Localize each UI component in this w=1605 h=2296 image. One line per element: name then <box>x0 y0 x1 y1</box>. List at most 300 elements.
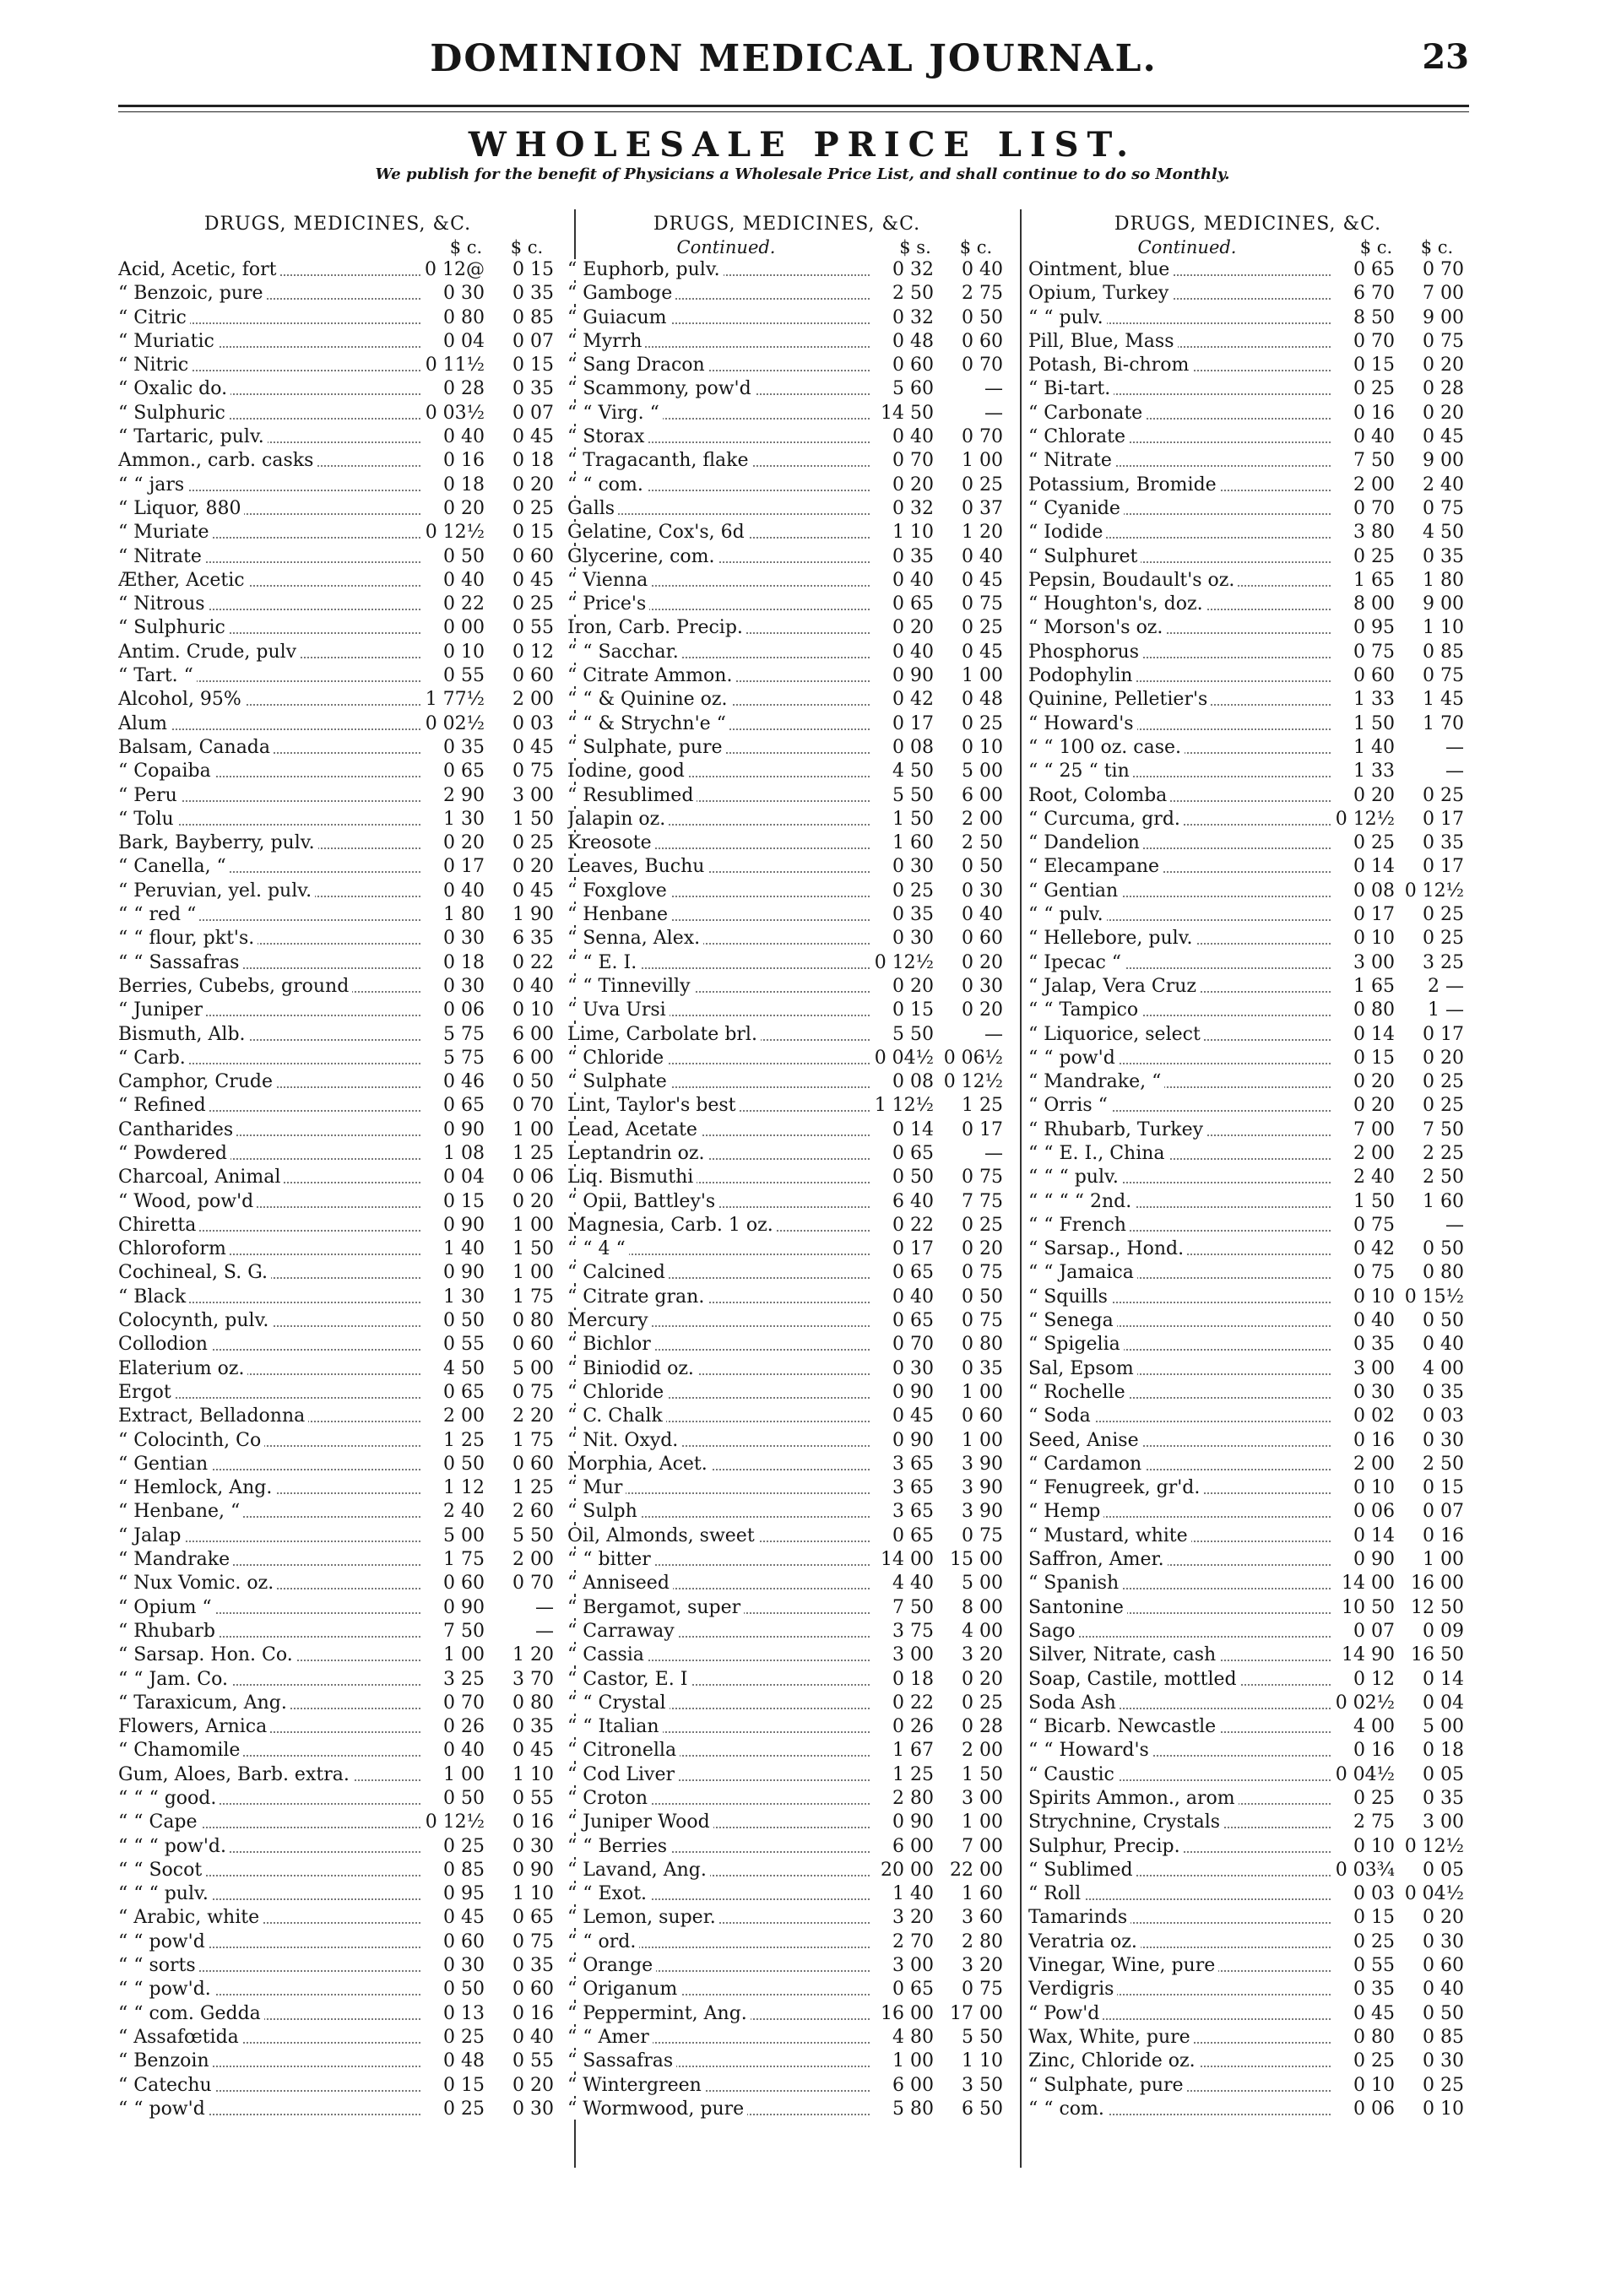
item-name-cell <box>118 1668 424 1692</box>
price-high: 0 15 <box>512 522 554 544</box>
price-low: 2 50 <box>892 283 934 305</box>
item-name: “ Jalap, Vera Cruz <box>1028 976 1200 997</box>
price-row <box>567 1500 1006 1524</box>
item-name-cell <box>1028 330 1334 354</box>
price-column-3 <box>1028 213 1467 2121</box>
price-low: 3 65 <box>892 1453 934 1475</box>
price-row <box>118 1548 557 1572</box>
price-high: 0 40 <box>962 904 1003 926</box>
item-name-cell <box>118 975 424 999</box>
item-name-cell <box>118 1620 424 1643</box>
item-name: “ Wood, pow'd <box>118 1191 257 1212</box>
price-row <box>1028 282 1467 306</box>
price-low: 0 50 <box>443 1453 485 1475</box>
price-high: — <box>984 1142 1003 1164</box>
price-low: 1 30 <box>443 1286 485 1308</box>
price-high: 17 00 <box>950 2002 1003 2024</box>
item-name-cell <box>1028 1643 1334 1667</box>
price-row <box>118 1333 557 1356</box>
price-high: 0 16 <box>512 2002 554 2024</box>
item-name-cell <box>1028 641 1334 664</box>
price-low: 3 65 <box>892 1477 934 1499</box>
price-high: 1 10 <box>512 1883 554 1905</box>
item-name-cell <box>567 1214 873 1237</box>
item-name: Potassium, Bromide <box>1028 474 1220 495</box>
item-name: “ Citrate gran. <box>567 1286 708 1308</box>
item-name: “ Croton <box>567 1788 651 1809</box>
price-row <box>567 1453 1006 1476</box>
price-high: 0 70 <box>962 426 1003 448</box>
price-high: 0 12½ <box>1404 1835 1464 1857</box>
item-name-cell <box>1028 927 1334 950</box>
price-high: 0 20 <box>1423 1047 1464 1069</box>
item-name-cell <box>567 449 873 473</box>
price-high: 0 35 <box>512 1955 554 1977</box>
price-low: 0 55 <box>443 1334 485 1356</box>
item-name: “ Senega <box>1028 1310 1117 1331</box>
item-name: “ Gentian <box>1028 880 1121 902</box>
item-name-cell <box>567 927 873 950</box>
header-rule-thick <box>118 105 1469 107</box>
price-row <box>567 1190 1006 1214</box>
price-high: 0 35 <box>512 378 554 400</box>
price-high: 5 50 <box>512 1524 554 1546</box>
item-name-cell <box>118 831 424 855</box>
price-high: 0 20 <box>1423 1907 1464 1929</box>
price-low: 0 02½ <box>425 712 485 734</box>
item-name: “ “ Jam. Co. <box>118 1669 231 1690</box>
price-high: 0 75 <box>512 1381 554 1403</box>
price-low: 0 30 <box>443 283 485 305</box>
item-name: “ Myrrh <box>567 331 645 352</box>
item-name-cell <box>567 593 873 616</box>
price-row <box>567 1835 1006 1859</box>
item-name-cell <box>118 1859 424 1882</box>
price-low: 0 17 <box>892 712 934 734</box>
item-name-cell <box>1028 593 1334 616</box>
price-low: 0 28 <box>443 378 485 400</box>
item-name: “ Sarsap. Hon. Co. <box>118 1644 296 1665</box>
price-row <box>567 2026 1006 2050</box>
price-low: 0 02 <box>1353 1405 1395 1427</box>
price-row <box>118 1453 557 1476</box>
price-row <box>118 855 557 879</box>
item-name-cell <box>567 1524 873 1548</box>
price-high: 0 07 <box>512 402 554 424</box>
item-name: “ Henbane, “ <box>118 1501 243 1522</box>
running-head <box>118 37 1469 96</box>
price-low: 0 14 <box>1353 1524 1395 1546</box>
item-name-cell <box>567 1548 873 1572</box>
price-low: 8 50 <box>1353 306 1395 328</box>
item-name-cell <box>118 1978 424 2001</box>
item-name: “ Hemp <box>1028 1501 1103 1522</box>
item-name: Æther, Acetic <box>118 570 248 591</box>
price-high: 0 60 <box>512 545 554 567</box>
price-high: 4 50 <box>1423 522 1464 544</box>
price-row <box>118 1859 557 1882</box>
price-low: 1 60 <box>892 832 934 854</box>
price-row <box>1028 688 1467 712</box>
price-high: 22 00 <box>950 1859 1003 1881</box>
price-row <box>567 1668 1006 1692</box>
price-row <box>1028 330 1467 354</box>
item-name-cell <box>1028 306 1334 330</box>
item-name-cell <box>567 1978 873 2001</box>
item-name: “ Arabic, white <box>118 1907 263 1928</box>
price-row <box>567 1715 1006 1739</box>
price-high: 3 60 <box>962 1907 1003 1929</box>
price-row <box>118 2050 557 2073</box>
item-name: “ “ Crystal <box>567 1692 670 1714</box>
price-low: 0 20 <box>892 975 934 997</box>
price-low: 0 25 <box>1353 545 1395 567</box>
column-subheading-row <box>567 236 1006 258</box>
price-row <box>567 1763 1006 1787</box>
price-high: 6 00 <box>512 1047 554 1069</box>
price-low: 0 65 <box>892 1524 934 1546</box>
item-name: “ Rochelle <box>1028 1382 1129 1403</box>
price-row <box>1028 1835 1467 1859</box>
price-unit-low: $ s. <box>899 237 931 257</box>
price-low: 0 30 <box>892 1357 934 1379</box>
price-row <box>118 1500 557 1524</box>
item-name: “ “ Howard's <box>1028 1740 1152 1761</box>
price-low: 0 04 <box>443 1167 485 1189</box>
price-high: 0 30 <box>512 1835 554 1857</box>
item-name-cell <box>1028 402 1334 425</box>
price-high: 0 25 <box>512 593 554 615</box>
price-row <box>118 760 557 783</box>
price-high: 0 60 <box>512 665 554 687</box>
price-unit-high: $ c. <box>1420 237 1454 257</box>
price-high: 0 20 <box>962 1238 1003 1260</box>
item-name-cell <box>567 1954 873 1978</box>
item-name: Phosphorus <box>1028 642 1142 663</box>
price-row <box>567 975 1006 999</box>
item-name-cell <box>118 521 424 544</box>
item-name: Wax, White, pure <box>1028 2027 1194 2048</box>
price-low: 0 20 <box>443 497 485 519</box>
price-low: 0 15 <box>892 999 934 1021</box>
price-row <box>118 474 557 497</box>
item-name-cell <box>567 1023 873 1047</box>
item-name: “ Assafœtida <box>118 2027 242 2048</box>
price-low: 0 12½ <box>1335 808 1395 830</box>
item-name-cell <box>118 2074 424 2098</box>
price-high: 0 30 <box>1423 2050 1464 2072</box>
price-row <box>118 1214 557 1237</box>
price-high: 0 70 <box>512 1095 554 1117</box>
item-name: “ Lavand, Ang. <box>567 1860 710 1881</box>
price-row <box>1028 1261 1467 1285</box>
item-name: “ Pow'd <box>1028 2003 1103 2024</box>
price-row <box>118 1381 557 1405</box>
item-name: “ “ 4 “ <box>567 1238 629 1259</box>
price-high: 0 45 <box>962 641 1003 663</box>
item-name: Jalapin oz. <box>567 809 669 830</box>
item-name-cell <box>118 497 424 521</box>
item-name: Veratria oz. <box>1028 1931 1141 1952</box>
price-high: 2 50 <box>962 832 1003 854</box>
item-name: Zinc, Chloride oz. <box>1028 2050 1199 2071</box>
item-name: Potash, Bi-chrom <box>1028 355 1192 376</box>
item-name-cell <box>1028 1811 1334 1834</box>
item-name-cell <box>1028 688 1334 712</box>
item-name: Ammon., carb. casks <box>118 450 317 471</box>
price-high: 0 55 <box>512 2050 554 2072</box>
price-high: 2 25 <box>1423 1142 1464 1164</box>
item-name-cell <box>1028 1476 1334 1500</box>
item-name-cell <box>118 641 424 664</box>
item-name: “ Calcined <box>567 1262 669 1283</box>
item-name: Leaves, Buchu <box>567 856 708 877</box>
item-name: “ Castor, E. I <box>567 1669 691 1690</box>
item-name: “ “ Italian <box>567 1716 663 1737</box>
price-high: 0 18 <box>512 450 554 472</box>
price-low: 0 40 <box>443 1740 485 1762</box>
item-name-cell <box>567 377 873 401</box>
price-high: 0 40 <box>962 259 1003 280</box>
item-name: “ Bicarb. Newcastle <box>1028 1716 1219 1737</box>
price-row <box>567 1548 1006 1572</box>
price-row <box>567 1811 1006 1834</box>
price-low: 0 17 <box>1353 904 1395 926</box>
price-low: 6 00 <box>892 1835 934 1857</box>
price-row <box>567 831 1006 855</box>
item-name: “ Liquor, 880 <box>118 498 244 519</box>
item-name-cell <box>567 831 873 855</box>
item-name-cell <box>567 497 873 521</box>
price-row <box>567 449 1006 473</box>
price-row <box>118 616 557 640</box>
price-high: — <box>984 402 1003 424</box>
price-low: 1 10 <box>892 522 934 544</box>
price-high: 0 10 <box>962 736 1003 758</box>
item-name: Antim. Crude, pulv <box>118 642 300 663</box>
item-name-cell <box>567 306 873 330</box>
price-low: 2 00 <box>443 1405 485 1427</box>
item-name: “ “ jars <box>118 474 187 495</box>
item-name: Galls <box>567 498 618 519</box>
price-high: 0 75 <box>962 593 1003 615</box>
price-row <box>1028 2026 1467 2050</box>
price-row <box>1028 402 1467 425</box>
price-low: 7 50 <box>892 1596 934 1618</box>
item-name-cell <box>567 1118 873 1142</box>
item-name-cell <box>118 1476 424 1500</box>
price-rows <box>1028 258 1467 2121</box>
price-high: 0 40 <box>1423 1979 1464 2001</box>
price-low: 16 00 <box>881 2002 934 2024</box>
price-low: 0 25 <box>1353 1788 1395 1809</box>
column-divider <box>1020 209 1022 2168</box>
price-low: 0 65 <box>1353 259 1395 280</box>
price-row <box>567 1333 1006 1356</box>
price-row <box>567 1524 1006 1548</box>
price-row <box>567 616 1006 640</box>
item-name-cell <box>567 2002 873 2026</box>
item-name-cell <box>1028 831 1334 855</box>
price-row <box>118 1286 557 1309</box>
item-name: “ “ “ pulv. <box>1028 1167 1122 1188</box>
item-name-cell <box>1028 1142 1334 1166</box>
price-low: 0 14 <box>892 1118 934 1140</box>
item-name-cell <box>1028 1668 1334 1692</box>
item-name: “ Rhubarb, Turkey <box>1028 1119 1206 1140</box>
price-low: 0 50 <box>443 1310 485 1332</box>
item-name: “ Tart. “ <box>118 665 197 686</box>
price-row <box>118 1596 557 1620</box>
price-low: 0 60 <box>443 1573 485 1595</box>
item-name-cell <box>1028 1333 1334 1356</box>
price-low: 10 50 <box>1342 1596 1395 1618</box>
price-high: 1 00 <box>962 450 1003 472</box>
price-low: 0 90 <box>443 1118 485 1140</box>
item-name: “ Fenugreek, gr'd. <box>1028 1477 1203 1498</box>
item-name-cell <box>1028 808 1334 831</box>
price-low: 4 50 <box>892 761 934 782</box>
price-high: 0 20 <box>512 856 554 878</box>
item-name-cell <box>1028 1787 1334 1811</box>
price-low: 6 40 <box>892 1190 934 1212</box>
item-name: “ “ com. <box>1028 2098 1108 2120</box>
price-high: 0 30 <box>1423 1930 1464 1952</box>
price-row <box>567 880 1006 903</box>
price-low: 0 40 <box>892 1286 934 1308</box>
price-row <box>1028 1453 1467 1476</box>
price-row <box>1028 521 1467 544</box>
item-name: “ Sulph <box>567 1501 641 1522</box>
item-name-cell <box>118 1882 424 1906</box>
price-low: 0 20 <box>443 832 485 854</box>
item-name: “ Iodide <box>1028 522 1106 543</box>
item-name: Root, Colomba <box>1028 785 1170 806</box>
price-high: 0 50 <box>962 1286 1003 1308</box>
price-row <box>567 1596 1006 1620</box>
price-row <box>118 1118 557 1142</box>
price-high: 1 90 <box>512 904 554 926</box>
item-name-cell <box>118 1429 424 1453</box>
price-high: 0 25 <box>1423 2074 1464 2096</box>
price-high: 0 25 <box>962 712 1003 734</box>
price-low: 5 50 <box>892 1023 934 1045</box>
price-high: 2 50 <box>1423 1167 1464 1189</box>
price-low: 0 07 <box>1353 1620 1395 1642</box>
price-high: 0 17 <box>1423 1023 1464 1045</box>
item-name-cell <box>1028 1715 1334 1739</box>
item-name: Magnesia, Carb. 1 oz. <box>567 1215 777 1236</box>
price-row <box>567 1739 1006 1763</box>
price-row <box>118 999 557 1022</box>
price-high: 3 25 <box>1423 951 1464 973</box>
price-row <box>1028 377 1467 401</box>
price-low: 0 04½ <box>1335 1763 1395 1785</box>
price-high: 9 00 <box>1423 306 1464 328</box>
item-name: “ Peppermint, Ang. <box>567 2003 751 2024</box>
item-name: “ Dandelion <box>1028 832 1143 853</box>
item-name: “ Sassafras <box>567 2050 676 2071</box>
item-name-cell <box>567 1381 873 1405</box>
price-high: 3 20 <box>962 1955 1003 1977</box>
column-continued-label <box>118 236 436 258</box>
price-high: 0 75 <box>512 1930 554 1952</box>
item-name-cell <box>567 736 873 760</box>
price-row <box>1028 1954 1467 1978</box>
price-high: 0 85 <box>1423 641 1464 663</box>
price-row <box>1028 1572 1467 1595</box>
price-high: 0 45 <box>962 569 1003 591</box>
item-name: “ Copaiba <box>118 761 214 782</box>
price-high: 0 15 <box>512 355 554 376</box>
price-row <box>567 999 1006 1022</box>
item-name-cell <box>118 616 424 640</box>
price-low: 0 40 <box>1353 1310 1395 1332</box>
item-name-cell <box>118 354 424 377</box>
price-row <box>567 664 1006 688</box>
item-name: Chloroform <box>118 1238 230 1259</box>
price-high: 0 50 <box>962 856 1003 878</box>
price-high: 0 60 <box>962 928 1003 950</box>
item-name: “ Morson's oz. <box>1028 617 1166 638</box>
item-name-cell <box>567 474 873 497</box>
item-name: Lead, Acetate <box>567 1119 701 1140</box>
item-name: “ Bi-tart. <box>1028 378 1114 399</box>
price-low: 0 35 <box>443 736 485 758</box>
column-heading: DRUGS, MEDICINES, &C. <box>203 214 472 235</box>
price-high: 0 15 <box>1423 1477 1464 1499</box>
price-low: 0 45 <box>1353 2002 1395 2024</box>
price-high: 0 80 <box>512 1692 554 1714</box>
price-high: 0 14 <box>1423 1668 1464 1690</box>
price-high: 0 50 <box>1423 2002 1464 2024</box>
price-row <box>567 569 1006 593</box>
price-high: 0 04 <box>1423 1692 1464 1714</box>
price-low: 14 00 <box>881 1549 934 1571</box>
price-low: 5 75 <box>443 1023 485 1045</box>
price-low: 0 16 <box>1353 402 1395 424</box>
price-high: 0 25 <box>1423 904 1464 926</box>
price-row <box>1028 855 1467 879</box>
price-low: 0 90 <box>892 1811 934 1833</box>
price-row <box>1028 1405 1467 1428</box>
item-name: “ “ pow'd <box>118 2098 209 2120</box>
price-row <box>1028 1429 1467 1453</box>
item-name-cell <box>118 1142 424 1166</box>
price-high: 0 12½ <box>1404 880 1464 902</box>
price-low: 0 40 <box>892 641 934 663</box>
price-row <box>567 474 1006 497</box>
price-high: 2 60 <box>512 1501 554 1523</box>
price-low: 0 45 <box>892 1405 934 1427</box>
price-low: 4 80 <box>892 2026 934 2048</box>
item-name: “ Tolu <box>118 809 177 830</box>
item-name-cell <box>1028 2026 1334 2050</box>
price-high: 0 30 <box>962 880 1003 902</box>
price-low: 0 42 <box>1353 1238 1395 1260</box>
price-high: 0 28 <box>962 1716 1003 1738</box>
price-high: 0 10 <box>1423 2098 1464 2120</box>
price-high: 3 90 <box>962 1501 1003 1523</box>
item-name-cell <box>567 1333 873 1356</box>
item-name: “ Cardamon <box>1028 1454 1145 1475</box>
price-low: 2 00 <box>1353 1453 1395 1475</box>
item-name: Oil, Almonds, sweet <box>567 1525 758 1546</box>
price-high: 0 35 <box>1423 1788 1464 1809</box>
price-low: 0 48 <box>443 2050 485 2072</box>
price-row <box>118 1835 557 1859</box>
price-row <box>1028 593 1467 616</box>
